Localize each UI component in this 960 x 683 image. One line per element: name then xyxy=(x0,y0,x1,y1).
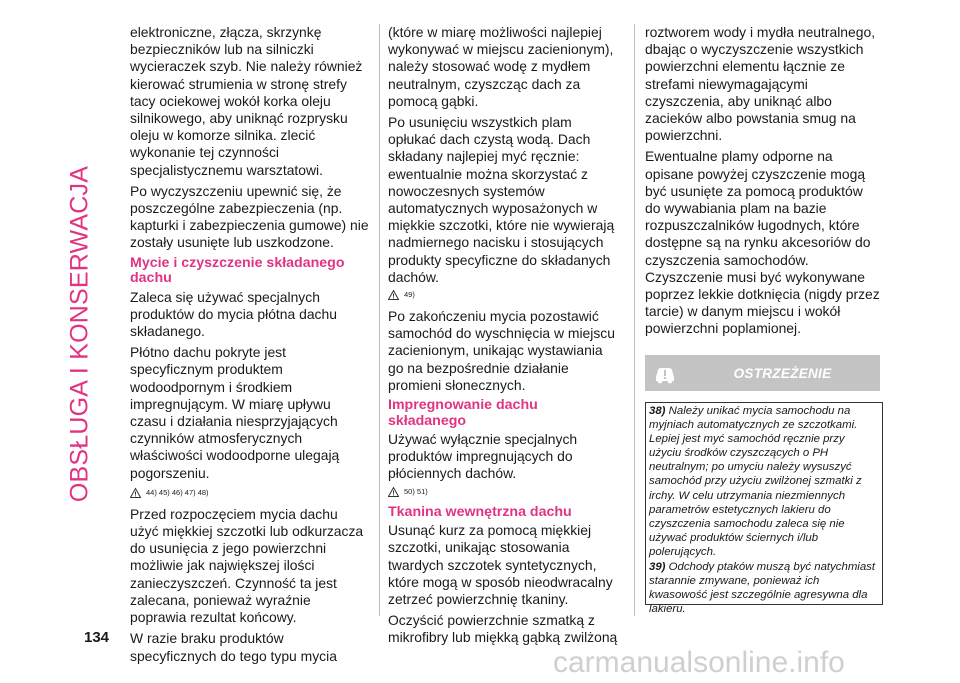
warning-header xyxy=(645,355,880,391)
section-heading: Impregnowanie dachu składanego xyxy=(388,397,538,429)
section-heading: Tkanina wewnętrzna dachu xyxy=(388,503,572,520)
warning-title: OSTRZEŻENIE xyxy=(733,365,832,381)
paragraph: W razie braku produktów specyficznych do tego typu mycia xyxy=(130,630,337,664)
paragraph: Oczyścić powierzchnie szmatką z mikrofibry lub miękką gąbką zwilżoną xyxy=(388,612,618,646)
paragraph: Po wyczyszczeniu upewnić się, że poszczególne zabezpieczenia (np. kapturki i zabezpieczenia gumowe) nie zostały usunięte lub uszkodzone. xyxy=(130,182,369,251)
car-warning-icon xyxy=(645,355,685,391)
paragraph: Usunąć kurz za pomocą miękkiej szczotki, unikając stosowania twardych szczotek syntetycznych, które mogą w sposób nieodwracalny zetrzeć powierzchnię tkaniny. xyxy=(388,522,613,607)
warning-references xyxy=(388,485,618,499)
warning-triangle-icon xyxy=(130,488,141,498)
column-2 xyxy=(388,24,618,651)
paragraph: Po zakończeniu mycia pozostawić samochód do wyschnięcia w miejscu zacienionym, unikając wystawiania go na bezpośrednie działanie promieni słonecznych. xyxy=(388,308,615,393)
reference-numbers: 50) 51) xyxy=(404,487,428,497)
paragraph: (które w miarę możliwości najlepiej wykonywać w miejscu zacienionym), należy stosować wodę z mydłem neutralnym, czyszcząc dach za pomocą gąbki. xyxy=(388,24,614,109)
warning-text: Odchody ptaków muszą być natychmiast starannie zmywane, ponieważ ich kwasowość jest szczególnie agresywna dla lakieru. xyxy=(649,561,876,616)
warning-item xyxy=(649,404,880,559)
warning-box xyxy=(645,402,883,616)
paragraph: Przed rozpoczęciem mycia dachu użyć miękkiej szczotki lub odkurzacza do usunięcia z jego powierzchni możliwie jak największej ilości zanieczyszczeń. Czynność ta jest zalecana, ponieważ wyraźnie poprawia rezultat końcowy. xyxy=(130,505,364,626)
warning-references xyxy=(130,486,370,500)
reference-numbers: 44) 45) 46) 47) 48) xyxy=(146,488,209,498)
paragraph: Używać wyłącznie specjalnych produktów impregnujących do płóciennych dachów. xyxy=(388,431,578,482)
paragraph: Po usunięciu wszystkich plam opłukać dach czystą wodą. Dach składany najlepiej myć ręcznie: ewentualnie można skorzystać z nowoczesnych systemów automatycznych wyposażonych w miękkie szczotki, które nie wywierają nadmiernego nacisku i stosujących produkty specyficzne do składanych dachów. xyxy=(388,114,615,285)
warning-text: Należy unikać mycia samochodu na myjniach automatycznych ze szczotkami. Lepiej jest myć samochód ręcznie przy użyciu środków czyszczących o PH neutralnym; po umyciu należy wysuszyć samochód przy użyciu zwilżonej szmatki z irchy. W celu utrzymania niezmiennych parametrów estetycznych lakieru do czyszczenia samochodu zaleca się nie używać produktów ściernych i/lub polerujących. xyxy=(649,405,862,558)
column-divider xyxy=(634,24,635,616)
reference-numbers: 49) xyxy=(404,290,415,300)
paragraph: Ewentualne plamy odporne na opisane powyżej czyszczenie mogą być usunięte za pomocą produktów do wywabiania plam na bazie rozpuszczalników ługodnych, które dostępne są na rynku akcesoriów do czyszczenia samochodów. Czyszczenie musi być wykonywane poprzez lekkie dotknięcia (nigdy przez tarcie) w danym miejscu i wokół powierzchni poplamionej. xyxy=(645,148,880,337)
paragraph: elektroniczne, złącza, skrzynkę bezpieczników lub na silniczki wycieraczek szyb. Nie należy również kierować strumienia w stronę strefy tacy ociekowej wokół korka oleju silnikowego, aby uniknąć rozprysku oleju w komorze silnika. zlecić wykonanie tej czynności specjalistycznemu warsztatowi. xyxy=(130,24,363,178)
paragraph: Zaleca się używać specjalnych produktów do mycia płótna dachu składanego. xyxy=(130,288,337,340)
warning-references xyxy=(388,288,618,302)
column-1 xyxy=(130,24,370,669)
warning-triangle-icon xyxy=(388,290,399,300)
paragraph: Płótno dachu pokryte jest specyficznym produktem wodoodpornym i środkiem impregnującym. W miarę upływu czasu i działania niesprzyjających czynników atmosferycznych właściwości wodoodporne ulegają pogorszeniu. xyxy=(130,344,340,481)
section-heading: Mycie i czyszczenie składanego dachu xyxy=(130,254,345,287)
warning-number: 38) xyxy=(649,405,666,417)
warning-triangle-icon xyxy=(388,487,399,497)
column-divider xyxy=(379,24,380,616)
page-number: 134 xyxy=(84,629,110,646)
section-title-text: OBSŁUGA I KONSERWACJA xyxy=(65,165,94,503)
column-3 xyxy=(645,24,880,342)
warning-number: 39) xyxy=(649,561,666,574)
warning-item xyxy=(649,560,880,616)
watermark: carmanualsonline.info xyxy=(553,646,845,679)
paragraph: roztworem wody i mydła neutralnego, dbając o wyczyszczenie wszystkich powierzchni elementu łącznie ze strefami niewymagającymi czyszczenia, aby uniknąć albo zacieków albo powstania smug na powierzchni. xyxy=(645,24,876,144)
